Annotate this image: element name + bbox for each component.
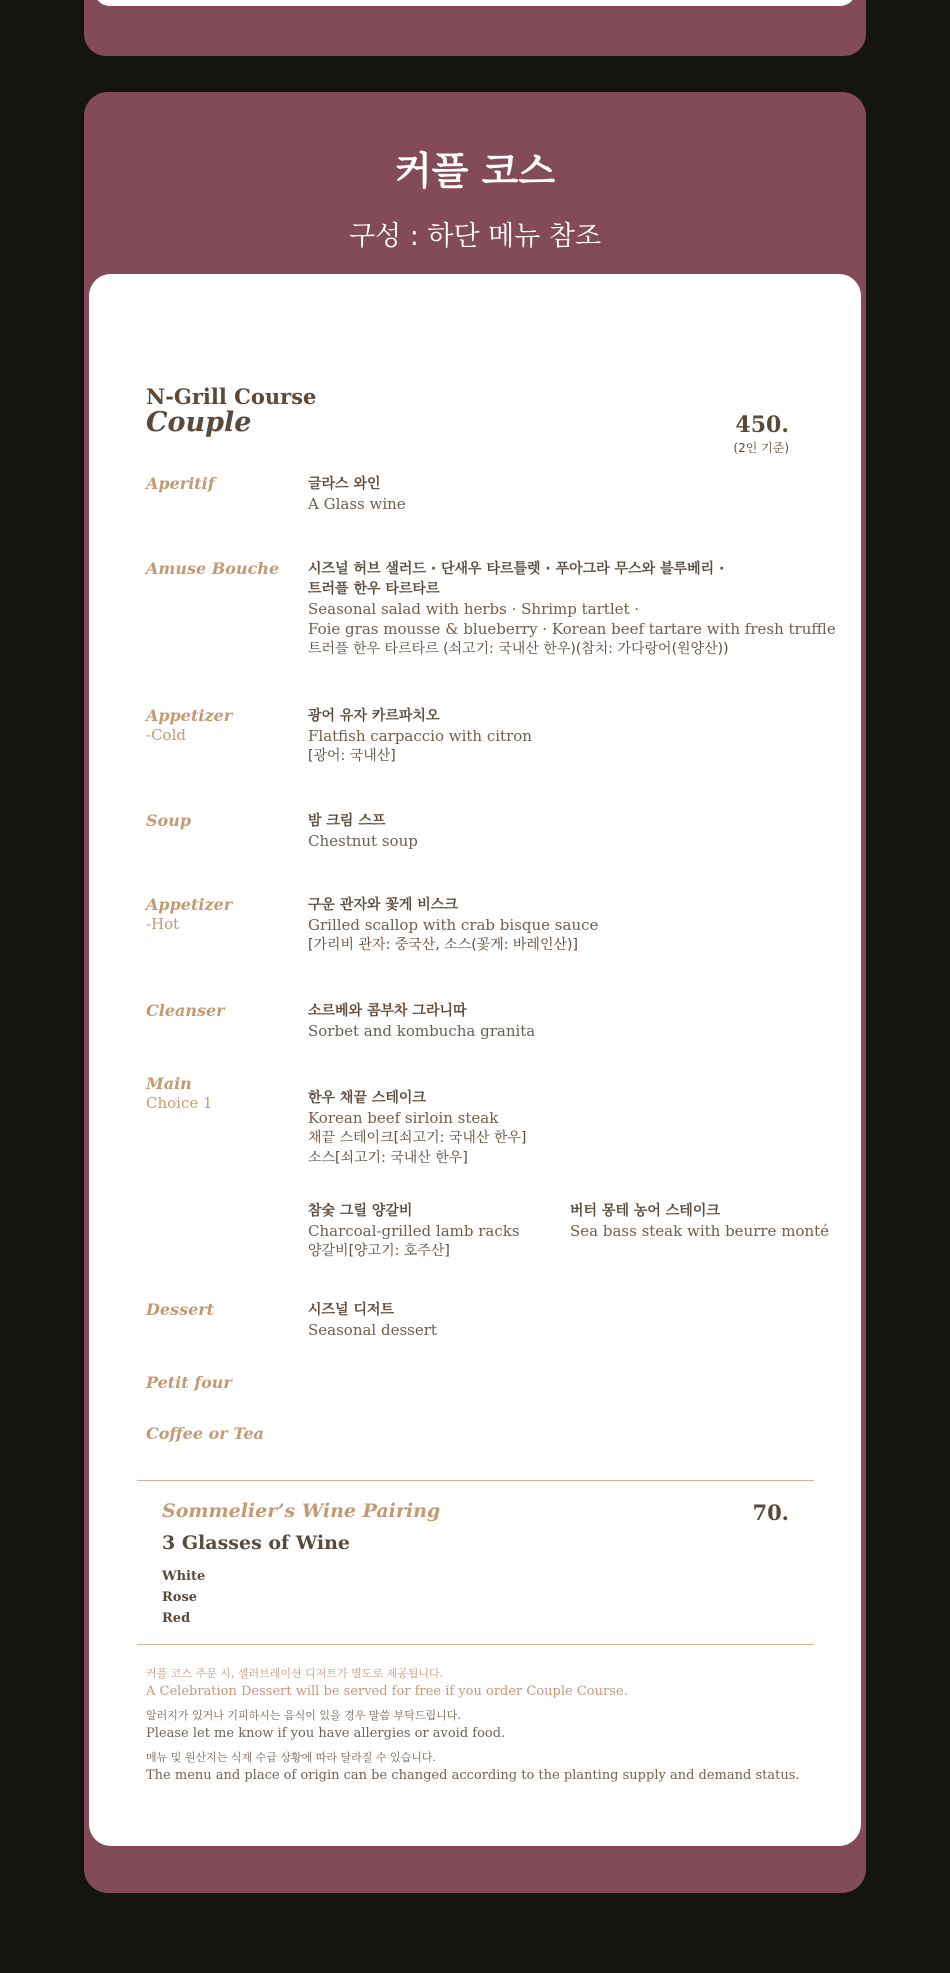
wine-pairing-title: Sommelier’s Wine Pairing — [162, 1500, 441, 1522]
dish-name-ko: 광어 유자 카르파치오 — [308, 708, 440, 724]
menu-item-appetizer-hot — [308, 895, 598, 955]
menu-label-appetizer-cold: Appetizer — [146, 706, 233, 725]
dish-origin: [가리비 관자: 중국산, 소스(꽃게: 바레인산)] — [308, 937, 578, 953]
menu-sublabel-hot: -Hot — [146, 915, 180, 933]
menu-item-amuse-bouche — [308, 559, 836, 659]
menu-sublabel-choice: Choice 1 — [146, 1094, 213, 1112]
course-title: 커플 코스 — [394, 149, 556, 193]
menu-item-dessert — [308, 1300, 437, 1340]
dish-origin: 채끝 스테이크[쇠고기: 국내산 한우] — [308, 1130, 527, 1146]
dish-name-en: Grilled scallop with crab bisque sauce — [308, 916, 599, 934]
dish-name-en: Charcoal-grilled lamb racks — [308, 1222, 520, 1240]
menu-label-appetizer-hot: Appetizer — [146, 895, 233, 914]
dish-name-ko: 참숯 그릴 양갈비 — [308, 1203, 413, 1219]
note-menu-change — [146, 1749, 800, 1785]
wine-red: Red — [162, 1611, 191, 1626]
course-type: Couple — [146, 407, 252, 438]
wine-rose: Rose — [162, 1590, 198, 1605]
dish-name-ko: 글라스 와인 — [308, 476, 381, 492]
wine-pairing-subtitle: 3 Glasses of Wine — [162, 1532, 350, 1554]
course-price: 450. — [735, 412, 789, 438]
dish-name-ko: 시즈널 디저트 — [308, 1302, 395, 1318]
dish-name-ko-line2: 트러플 한우 타르타르 — [308, 581, 440, 597]
menu-item-aperitif — [308, 474, 406, 514]
dish-name-en: Sea bass steak with beurre monté — [570, 1222, 830, 1240]
menu-label-coffee-or-tea: Coffee or Tea — [146, 1424, 264, 1443]
note-en: Please let me know if you have allergies or avoid food. — [146, 1726, 506, 1741]
price-note: (2인 기준) — [733, 441, 789, 455]
menu-label-petit-four: Petit four — [146, 1373, 232, 1392]
divider — [137, 1480, 814, 1481]
note-ko: 커플 코스 주문 시, 셀러브레이션 디저트가 별도로 제공됩니다. — [146, 1667, 444, 1680]
menu-item-soup — [308, 811, 418, 851]
menu-paper — [89, 274, 861, 1846]
course-name: N-Grill Course — [146, 384, 317, 409]
dish-origin: [광어: 국내산] — [308, 748, 396, 764]
note-allergies — [146, 1707, 505, 1743]
dish-name-ko: 한우 채끝 스테이크 — [308, 1090, 426, 1106]
wine-white: White — [162, 1569, 206, 1584]
menu-label-amuse-bouche: Amuse Bouche — [146, 559, 280, 578]
dish-name-ko: 구운 관자와 꽃게 비스크 — [308, 897, 458, 913]
course-subtitle: 구성 : 하단 메뉴 참조 — [348, 221, 602, 252]
note-celebration-dessert — [146, 1665, 628, 1701]
previous-course-menu-paper — [94, 0, 856, 6]
dish-origin-line2: 소스[쇠고기: 국내산 한우] — [308, 1150, 468, 1166]
dish-name-en-line2: Foie gras mousse & blueberry · Korean beef tartare with fresh truffle — [308, 620, 836, 638]
divider — [137, 1644, 814, 1645]
menu-sublabel-cold: -Cold — [146, 726, 186, 744]
menu-item-main-seabass — [570, 1201, 829, 1241]
menu-label-aperitif: Aperitif — [146, 474, 215, 493]
dish-name-en: Seasonal salad with herbs · Shrimp tartlet · — [308, 600, 640, 618]
dish-name-ko: 밤 크림 스프 — [308, 813, 386, 829]
dish-name-en: Korean beef sirloin steak — [308, 1109, 499, 1127]
dish-name-en: A Glass wine — [308, 495, 406, 513]
couple-course-card — [84, 92, 866, 1893]
dish-name-en: Flatfish carpaccio with citron — [308, 727, 532, 745]
wine-list — [162, 1566, 205, 1629]
previous-course-card — [84, 0, 866, 56]
menu-item-main-lamb — [308, 1201, 520, 1261]
note-en: A Celebration Dessert will be served for free if you order Couple Course. — [146, 1684, 628, 1699]
note-en: The menu and place of origin can be changed according to the planting supply and demand status. — [146, 1768, 800, 1783]
dish-name-en: Seasonal dessert — [308, 1321, 437, 1339]
dish-name-ko: 소르베와 콤부차 그라니따 — [308, 1003, 467, 1019]
dish-origin: 트러플 한우 타르타르 (쇠고기: 국내산 한우)(참치: 가다랑어(원양산)) — [308, 641, 729, 657]
menu-item-main-beef — [308, 1088, 526, 1168]
menu-label-dessert: Dessert — [146, 1300, 215, 1319]
menu-item-cleanser — [308, 1001, 535, 1041]
menu-label-soup: Soup — [146, 811, 192, 830]
menu-item-appetizer-cold — [308, 706, 532, 766]
menu-label-main: Main — [146, 1074, 192, 1093]
note-ko: 알러지가 있거나 기피하시는 음식이 있을 경우 말씀 부탁드립니다. — [146, 1709, 461, 1722]
dish-name-ko: 버터 몽테 농어 스테이크 — [570, 1203, 720, 1219]
wine-pairing-price: 70. — [752, 1500, 789, 1525]
dish-name-en: Sorbet and kombucha granita — [308, 1022, 536, 1040]
note-ko: 메뉴 및 원산지는 식재 수급 상황에 따라 달라질 수 있습니다. — [146, 1751, 436, 1764]
menu-label-cleanser: Cleanser — [146, 1001, 225, 1020]
dish-origin: 양갈비[양고기: 호주산] — [308, 1243, 450, 1259]
dish-name-en: Chestnut soup — [308, 832, 418, 850]
dish-name-ko: 시즈널 허브 샐러드 · 단새우 타르틀렛 · 푸아그라 무스와 블루베리 · — [308, 561, 725, 577]
